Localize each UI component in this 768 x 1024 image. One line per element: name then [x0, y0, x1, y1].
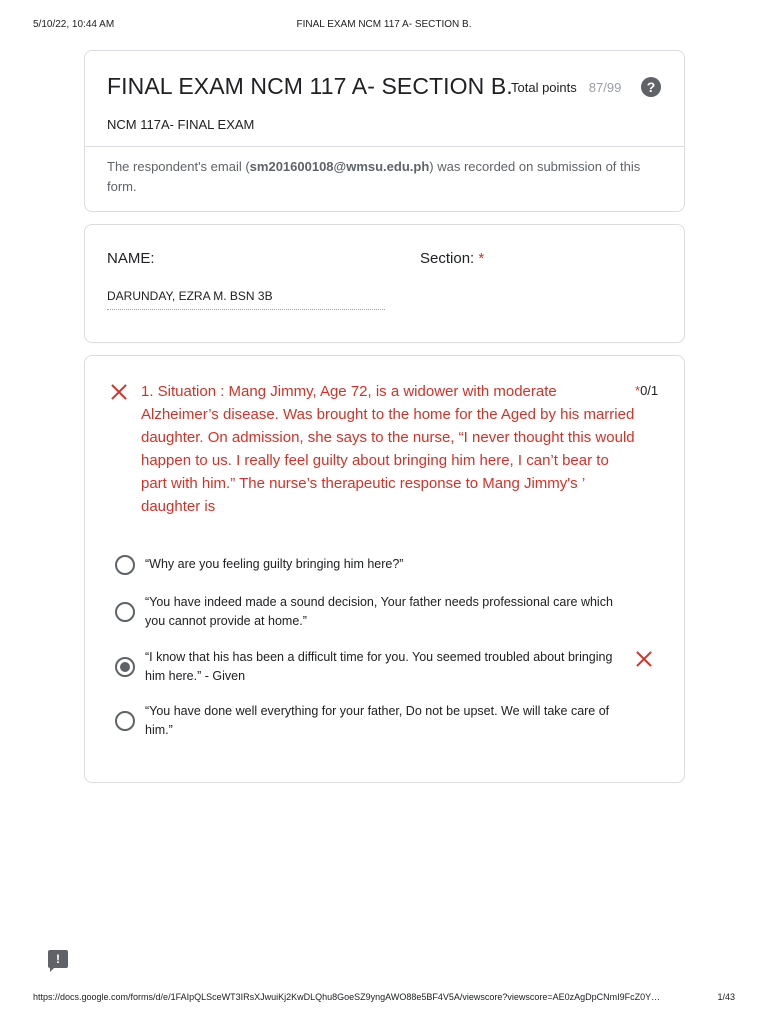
respondent-fields-card: [84, 224, 685, 343]
question-score: [635, 383, 658, 398]
required-mark: *: [478, 250, 485, 267]
total-points: [511, 80, 621, 95]
option-text: “I know that his has been a difficult time for you. You seemed troubled about bringing him here.” - Given: [145, 650, 613, 683]
print-datetime: 5/10/22, 10:44 AM: [33, 19, 115, 30]
form-header-card: [84, 50, 685, 212]
email-notice-prefix: The respondent's email (: [107, 159, 250, 174]
total-points-value: 87/99: [588, 80, 622, 95]
respondent-email: sm201600108@wmsu.edu.ph: [249, 159, 430, 174]
radio-icon[interactable]: [115, 555, 135, 575]
form-description: NCM 117A- FINAL EXAM: [107, 117, 255, 132]
radio-icon[interactable]: [115, 711, 135, 731]
name-answer: DARUNDAY, EZRA M. BSN 3B: [107, 289, 385, 310]
total-points-label: Total points: [511, 80, 577, 95]
question-text: 1. Situation : Mang Jimmy, Age 72, is a widower with moderate Alzheimer’s disease. Was brought to the home for the Aged by his married daughter. On admission, she says to the nurse, “I never thought this would happen to us. I really feel guilty about bringing him here, I can’t bear to part with him.” The nurse’s therapeutic response to Mang Jimmy's ’ daughter is: [141, 383, 635, 515]
email-notice-suffix: ) was recorded on submission of this form.: [107, 159, 641, 194]
score-value: 0/1: [640, 383, 659, 398]
section-label: [420, 250, 484, 267]
email-notice: [107, 157, 667, 197]
print-url: https://docs.google.com/forms/d/e/1FAIpQLSceWT3IRsXJwuiKj2KwDLQhu8GoeSZ9yngAWO88e5BF4V5A/viewscore?viewscore=AE0zAgDpCNmI9FcZ0Y…: [33, 992, 661, 1002]
name-label: NAME:: [107, 250, 155, 267]
option-text: “Why are you feeling guilty bringing him here?”: [145, 557, 404, 571]
radio-icon[interactable]: [115, 602, 135, 622]
print-doc-title: FINAL EXAM NCM 117 A- SECTION B.: [296, 19, 472, 30]
option-text: “You have done well everything for your father, Do not be upset. We will take care of him.”: [145, 704, 610, 737]
form-title: FINAL EXAM NCM 117 A- SECTION B.: [107, 73, 513, 99]
section-label-text: Section:: [420, 250, 475, 267]
print-page-number: 1/43: [717, 992, 735, 1002]
incorrect-answer-icon: [636, 651, 652, 667]
incorrect-icon: [111, 384, 127, 400]
help-icon[interactable]: ?: [641, 77, 661, 97]
question-card: [84, 355, 685, 783]
option-text: “You have indeed made a sound decision, Your father needs professional care which you cannot provide at home.”: [145, 595, 613, 628]
required-mark: *: [635, 383, 641, 398]
radio-selected-icon[interactable]: [115, 657, 135, 677]
feedback-icon[interactable]: !: [48, 950, 68, 968]
divider: [85, 146, 684, 147]
